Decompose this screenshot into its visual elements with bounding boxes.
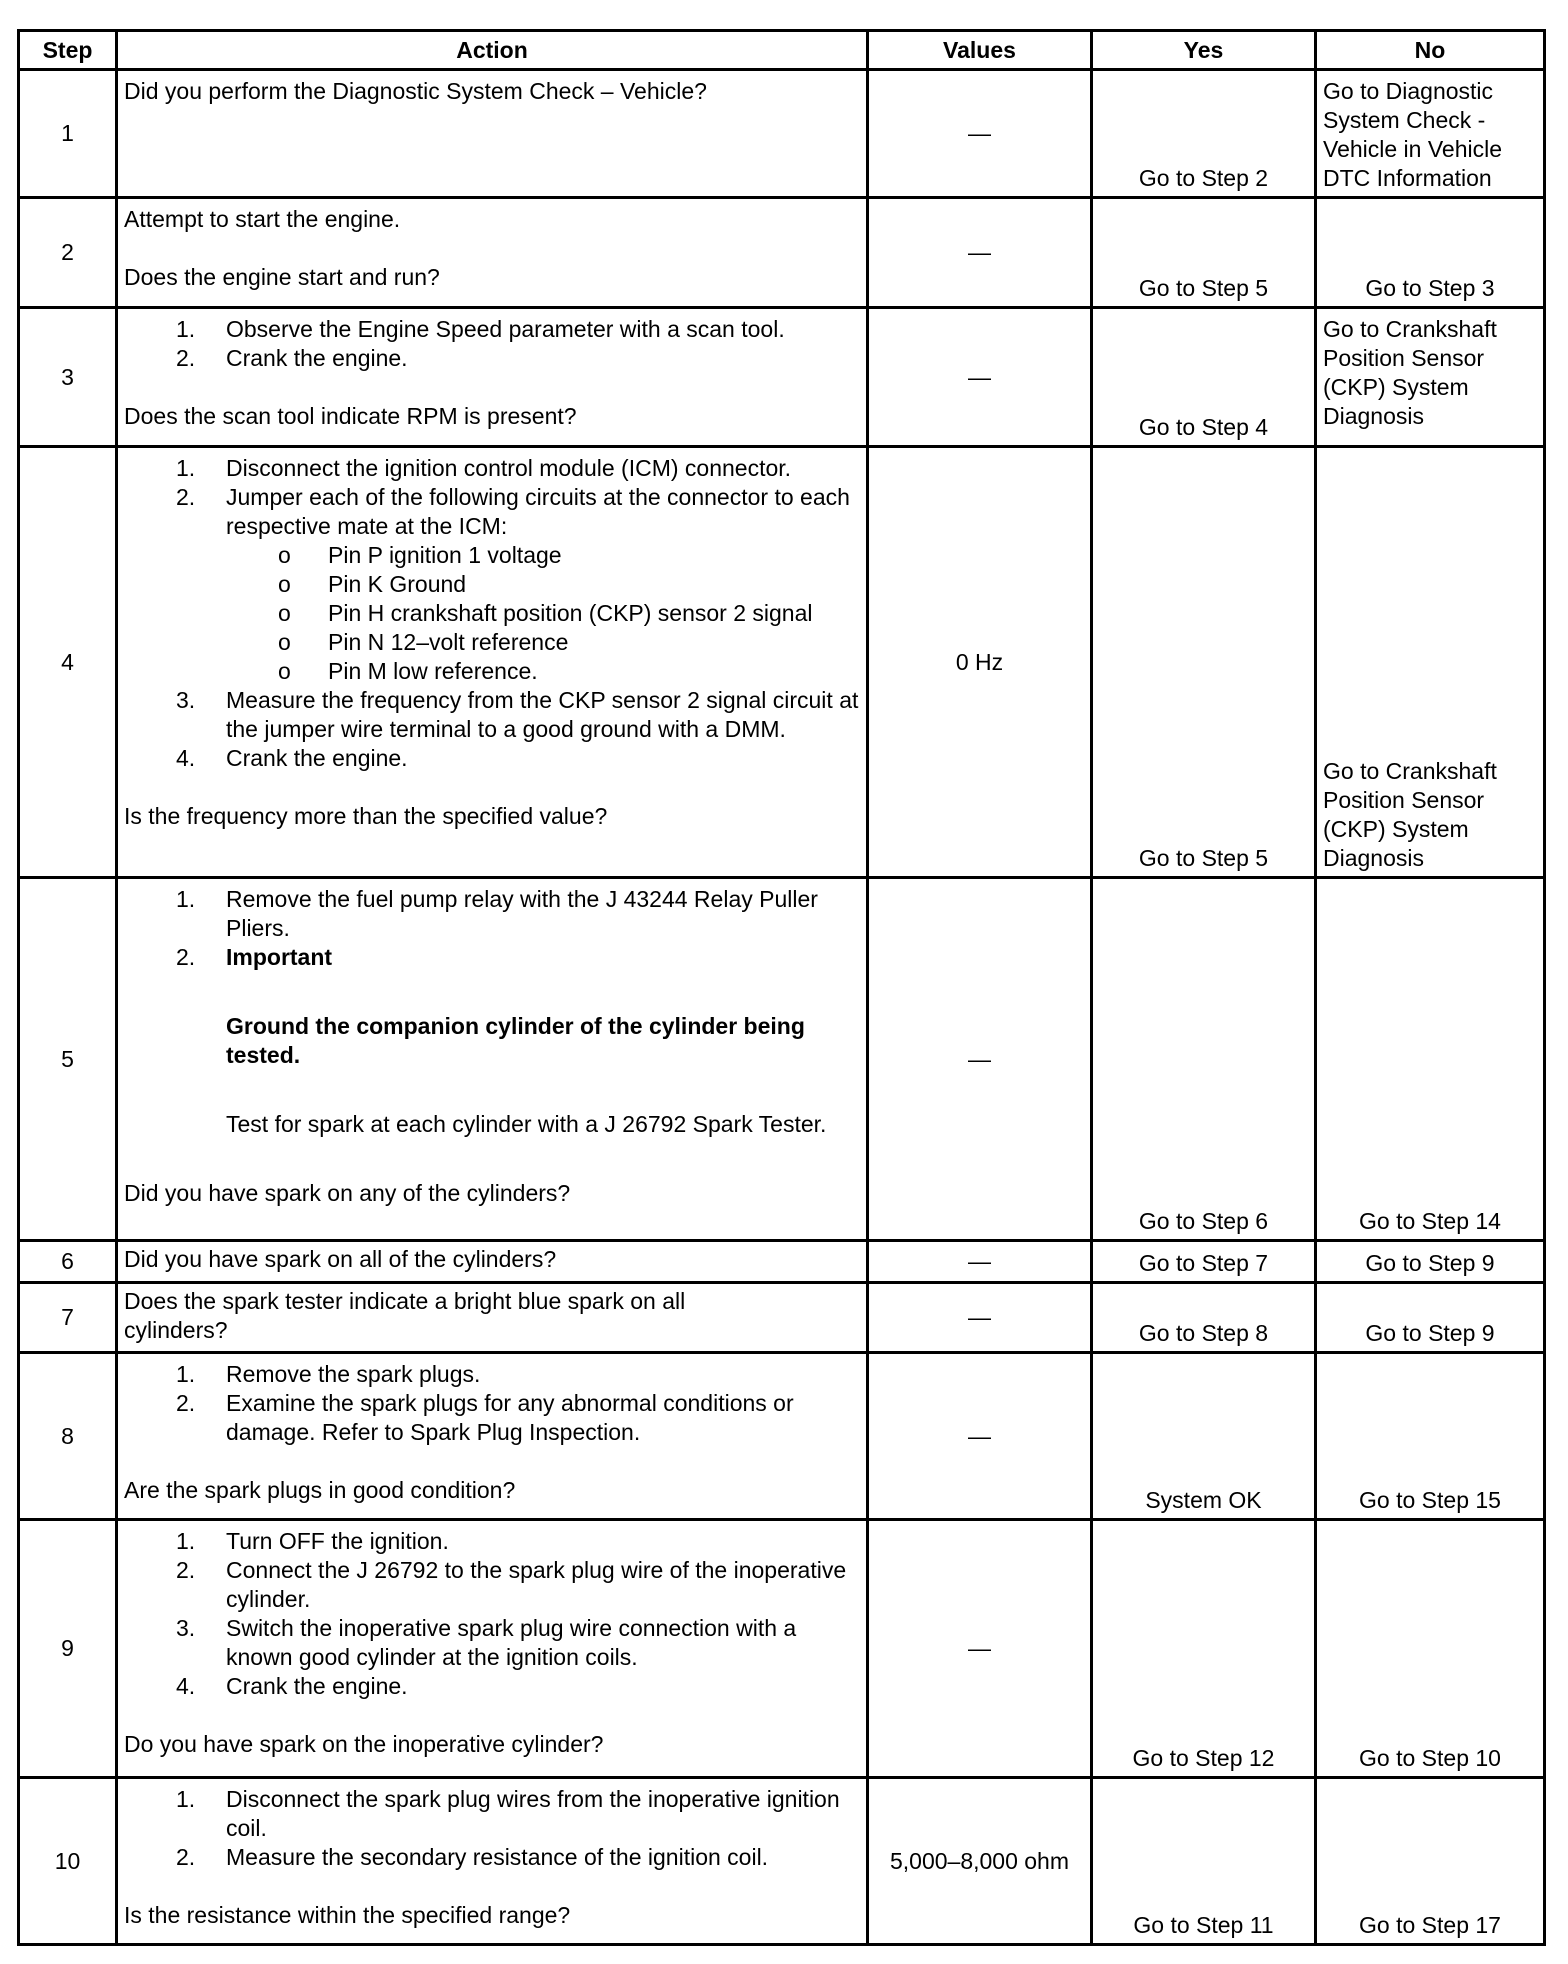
- yes-cell: Go to Step 12: [1092, 1520, 1316, 1778]
- list-item: 4. Crank the engine.: [176, 1673, 408, 1699]
- step-number: 4: [19, 447, 117, 878]
- action-cell: [117, 1241, 868, 1283]
- list-item: 1. Remove the fuel pump relay with the J 43244 Relay Puller Pliers.: [176, 886, 818, 941]
- action-question: Is the resistance within the specified range?: [124, 1902, 571, 1928]
- action-list: [124, 885, 860, 1139]
- table-row: [19, 1520, 1545, 1778]
- important-label: Important: [226, 944, 333, 970]
- value-cell: —: [868, 70, 1092, 198]
- no-cell: Go to Step 9: [1316, 1241, 1545, 1283]
- sub-list-item: o Pin K Ground: [278, 571, 467, 597]
- action-question: Does the spark tester indicate a bright blue spark on all cylinders?: [124, 1288, 686, 1343]
- yes-cell: Go to Step 7: [1092, 1241, 1316, 1283]
- step-number: 7: [19, 1283, 117, 1353]
- value-cell: 0 Hz: [868, 447, 1092, 878]
- yes-cell: Go to Step 4: [1092, 308, 1316, 447]
- action-list: [124, 1360, 860, 1447]
- action-cell: [117, 878, 868, 1241]
- header-step: Step: [19, 31, 117, 70]
- action-question: Does the engine start and run?: [124, 264, 440, 290]
- table-row: [19, 1778, 1545, 1945]
- action-cell: [117, 70, 868, 198]
- action-list: [124, 315, 860, 373]
- yes-cell: Go to Step 6: [1092, 878, 1316, 1241]
- action-question: Did you perform the Diagnostic System Check – Vehicle?: [124, 78, 707, 104]
- list-item: 3. Switch the inoperative spark plug wire connection with a known good cylinder at the ignition coils.: [176, 1615, 797, 1670]
- yes-cell: Go to Step 11: [1092, 1778, 1316, 1945]
- table-row: [19, 70, 1545, 198]
- sub-list-item: o Pin N 12–volt reference: [278, 629, 569, 655]
- value-cell: —: [868, 1353, 1092, 1520]
- yes-cell: Go to Step 8: [1092, 1283, 1316, 1353]
- list-item: 3. Measure the frequency from the CKP sensor 2 signal circuit at the jumper wire terminal to a good ground with a DMM.: [176, 687, 859, 742]
- value-cell: 5,000–8,000 ohm: [868, 1778, 1092, 1945]
- header-values: Values: [868, 31, 1092, 70]
- table-row: [19, 1241, 1545, 1283]
- action-cell: [117, 1778, 868, 1945]
- action-cell: [117, 198, 868, 308]
- list-item: 1. Remove the spark plugs.: [176, 1361, 481, 1387]
- table-row: [19, 1283, 1545, 1353]
- list-item: 2. Crank the engine.: [176, 345, 408, 371]
- yes-cell: Go to Step 2: [1092, 70, 1316, 198]
- value-cell: —: [868, 198, 1092, 308]
- no-cell: Go to Crankshaft Position Sensor (CKP) System Diagnosis: [1316, 308, 1545, 447]
- action-question: Did you have spark on any of the cylinders?: [124, 1180, 571, 1206]
- table-row: [19, 878, 1545, 1241]
- no-cell: Go to Crankshaft Position Sensor (CKP) System Diagnosis: [1316, 447, 1545, 878]
- list-item: 4. Crank the engine.: [176, 745, 408, 771]
- action-cell: [117, 308, 868, 447]
- yes-cell: System OK: [1092, 1353, 1316, 1520]
- action-question: Is the frequency more than the specified value?: [124, 803, 608, 829]
- action-question: Did you have spark on all of the cylinders?: [124, 1246, 557, 1272]
- table-row: [19, 1353, 1545, 1520]
- table-row: [19, 447, 1545, 878]
- sub-list-item: o Pin H crankshaft position (CKP) sensor 2 signal: [278, 600, 813, 626]
- step-number: 1: [19, 70, 117, 198]
- action-list: [124, 1527, 860, 1701]
- step-number: 6: [19, 1241, 117, 1283]
- table-row: [19, 198, 1545, 308]
- action-list: [124, 1785, 860, 1872]
- step-number: 5: [19, 878, 117, 1241]
- list-item: 2. Jumper each of the following circuits at the connector to each respective mate at the ICM: o Pin P ignition 1 voltage o Pin K Ground o Pin H crankshaft position (CKP) sensor 2 signal o Pin N 12–volt reference o Pin M low reference.: [124, 483, 860, 686]
- step-number: 9: [19, 1520, 117, 1778]
- yes-cell: Go to Step 5: [1092, 198, 1316, 308]
- value-cell: —: [868, 1520, 1092, 1778]
- note-text: Test for spark at each cylinder with a J 26792 Spark Tester.: [226, 1111, 827, 1137]
- no-cell: Go to Step 15: [1316, 1353, 1545, 1520]
- important-text: Ground the companion cylinder of the cylinder being tested.: [226, 1013, 805, 1068]
- list-item: 1. Disconnect the spark plug wires from the inoperative ignition coil.: [176, 1786, 840, 1841]
- sub-list-item: o Pin M low reference.: [278, 658, 538, 684]
- step-number: 2: [19, 198, 117, 308]
- list-item: 2. Examine the spark plugs for any abnormal conditions or damage. Refer to Spark Plug Inspection.: [176, 1390, 794, 1445]
- action-question: Do you have spark on the inoperative cylinder?: [124, 1731, 604, 1757]
- step-number: 10: [19, 1778, 117, 1945]
- action-cell: [117, 1283, 868, 1353]
- action-cell: [117, 447, 868, 878]
- header-no: No: [1316, 31, 1545, 70]
- no-cell: Go to Step 14: [1316, 878, 1545, 1241]
- diagnostic-table-page: [17, 29, 1543, 1946]
- action-question: Does the scan tool indicate RPM is present?: [124, 403, 577, 429]
- value-cell: —: [868, 1283, 1092, 1353]
- table-row: [19, 308, 1545, 447]
- sub-list-item: o Pin P ignition 1 voltage: [278, 542, 562, 568]
- action-cell: [117, 1353, 868, 1520]
- step-number: 3: [19, 308, 117, 447]
- action-cell: [117, 1520, 868, 1778]
- action-list: [124, 454, 860, 773]
- diagnostic-table: [17, 29, 1546, 1946]
- value-cell: —: [868, 878, 1092, 1241]
- list-item: 1. Observe the Engine Speed parameter with a scan tool.: [176, 316, 785, 342]
- no-cell: Go to Step 3: [1316, 198, 1545, 308]
- action-question: Are the spark plugs in good condition?: [124, 1477, 516, 1503]
- header-action: Action: [117, 31, 868, 70]
- header-yes: Yes: [1092, 31, 1316, 70]
- no-cell: Go to Diagnostic System Check - Vehicle in Vehicle DTC Information: [1316, 70, 1545, 198]
- list-item: 2. Important Ground the companion cylinder of the cylinder being tested. Test for spark at each cylinder with a J 26792 Spark Tester.: [124, 943, 860, 1139]
- list-item: 1. Turn OFF the ignition.: [176, 1528, 449, 1554]
- yes-cell: Go to Step 5: [1092, 447, 1316, 878]
- sub-list: [226, 541, 860, 686]
- action-intro: Attempt to start the engine.: [124, 206, 401, 232]
- no-cell: Go to Step 17: [1316, 1778, 1545, 1945]
- no-cell: Go to Step 10: [1316, 1520, 1545, 1778]
- list-item: 2. Connect the J 26792 to the spark plug wire of the inoperative cylinder.: [176, 1557, 847, 1612]
- no-cell: Go to Step 9: [1316, 1283, 1545, 1353]
- value-cell: —: [868, 1241, 1092, 1283]
- list-item: 2. Measure the secondary resistance of the ignition coil.: [176, 1844, 769, 1870]
- value-cell: —: [868, 308, 1092, 447]
- list-item: 1. Disconnect the ignition control module (ICM) connector.: [176, 455, 792, 481]
- step-number: 8: [19, 1353, 117, 1520]
- header-row: [19, 31, 1545, 70]
